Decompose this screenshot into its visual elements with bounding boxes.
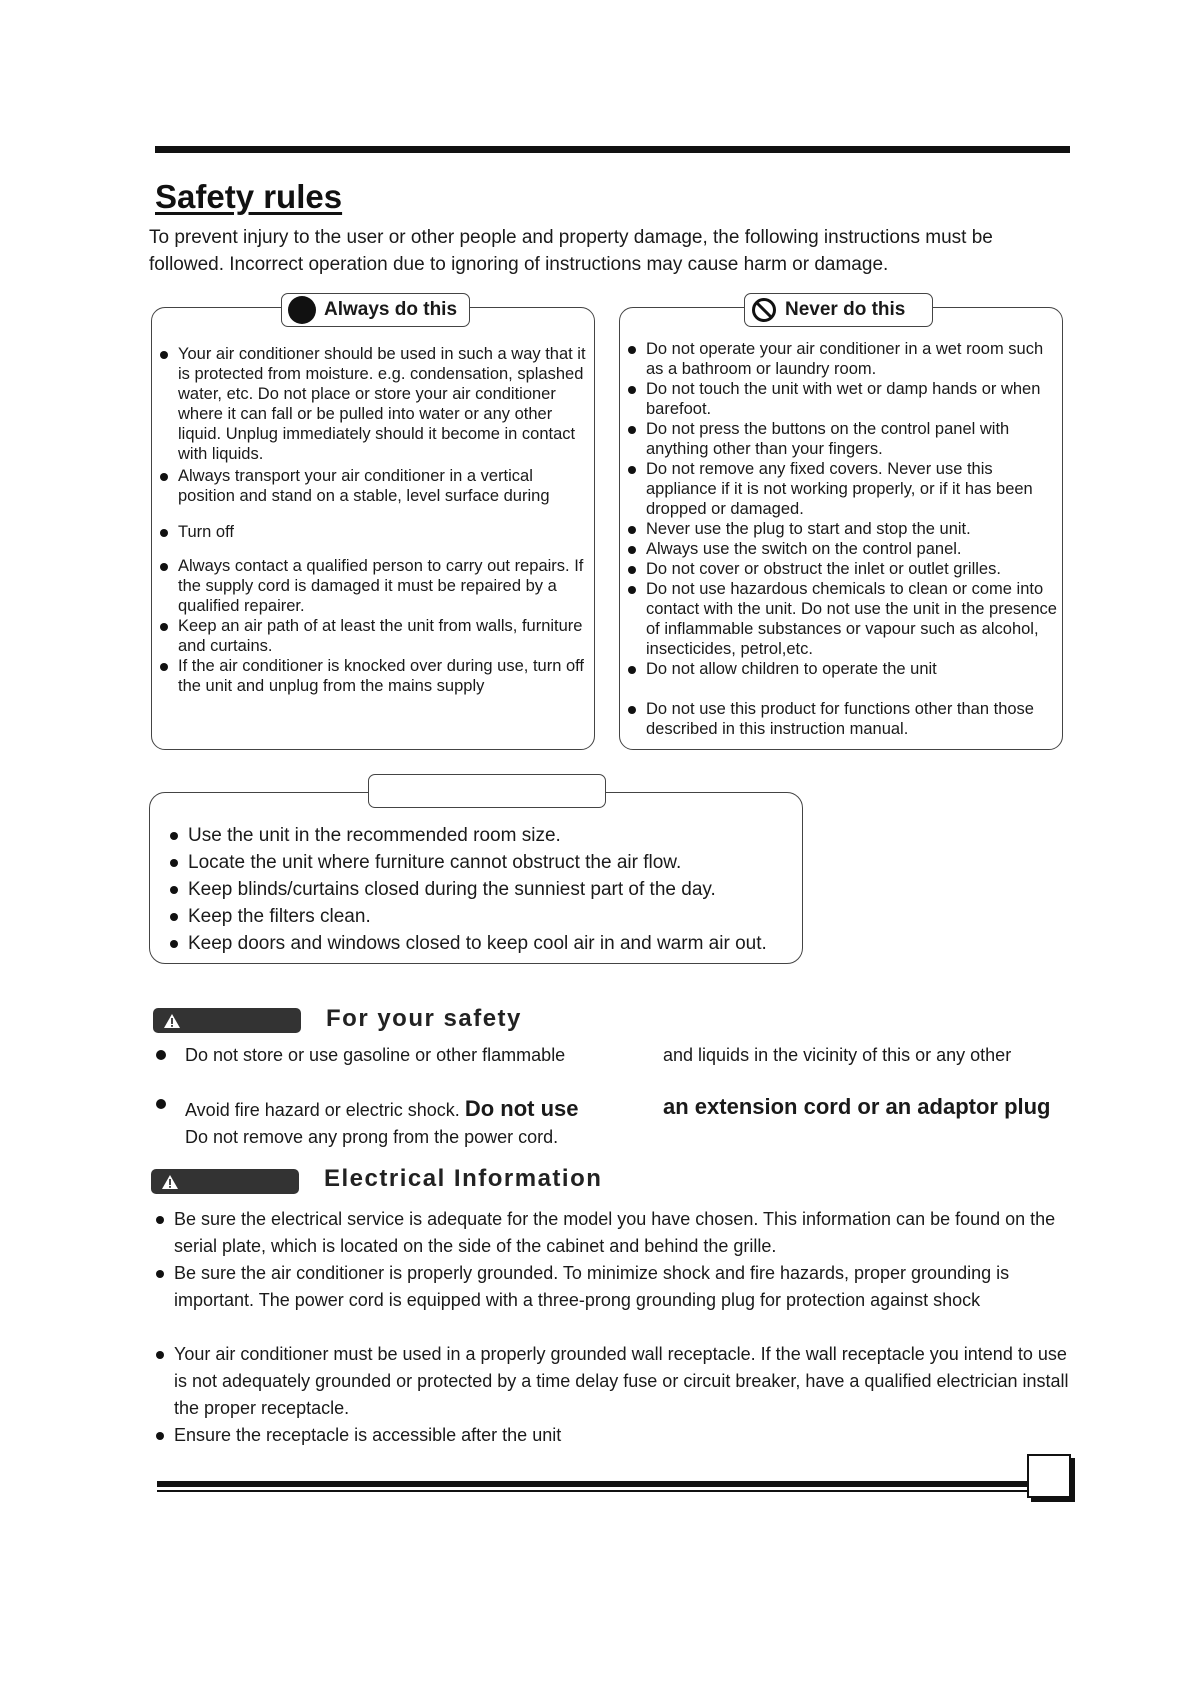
intro-line-1: To prevent injury to the user or other people and property damage, the following instructions must be: [149, 227, 993, 248]
always-list: [158, 344, 593, 696]
tip-item: Use the unit in the recommended room size.: [168, 822, 798, 849]
bullet-icon: [156, 1050, 166, 1060]
tip-item: Keep doors and windows closed to keep cool air in and warm air out.: [168, 930, 798, 957]
filled-circle-icon: [288, 296, 316, 324]
always-item: Turn off: [158, 522, 593, 542]
tip-item: Keep the filters clean.: [168, 903, 798, 930]
page-title: Safety rules: [155, 178, 343, 215]
always-item: If the air conditioner is knocked over during use, turn off the unit and unplug from the mains supply: [158, 656, 593, 696]
never-item: Do not press the buttons on the control panel with anything other than your fingers.: [626, 419, 1061, 459]
bullet-icon: [156, 1099, 166, 1109]
safety-item-2-left: Avoid fire hazard or electric shock.: [185, 1100, 460, 1120]
never-item: Do not operate your air conditioner in a wet room such as a bathroom or laundry room.: [626, 339, 1061, 379]
tip-item: Locate the unit where furniture cannot obstruct the air flow.: [168, 849, 798, 876]
never-item: Do not touch the unit with wet or damp hands or when barefoot.: [626, 379, 1061, 419]
never-item: Do not allow children to operate the unit: [626, 659, 1061, 679]
never-item: Do not use hazardous chemicals to clean or come into contact with the unit. Do not use the unit in the presence of inflammable substances or vapour such as alcohol, insecticides, petrol,etc.: [626, 579, 1061, 659]
tip-item: Keep blinds/curtains closed during the sunniest part of the day.: [168, 876, 798, 903]
tips-list: [168, 822, 798, 957]
electrical-list: [154, 1206, 1084, 1449]
bottom-rule: [157, 1481, 1032, 1487]
intro-text: [149, 224, 1079, 278]
never-item: Do not use this product for functions other than those described in this instruction manual.: [626, 699, 1061, 739]
always-item: Always transport your air conditioner in a vertical position and stand on a stable, level surface during: [158, 466, 593, 506]
warning-bar: [151, 1169, 299, 1194]
electrical-item: Be sure the air conditioner is properly grounded. To minimize shock and fire hazards, proper grounding is important. The power cord is equipped with a three-prong grounding plug for protection against shock: [154, 1260, 1084, 1314]
safety-item-1-right: and liquids in the vicinity of this or any other: [663, 1045, 1012, 1065]
safety-item-1-left: Do not store or use gasoline or other flammable: [185, 1045, 566, 1065]
safety-heading: For your safety: [326, 1005, 522, 1032]
always-item: Always contact a qualified person to carry out repairs. If the supply cord is damaged it must be repaired by a qualified repairer.: [158, 556, 593, 616]
safety-item-2-right: an extension cord or an adaptor plug: [663, 1094, 1051, 1119]
never-list: [626, 339, 1061, 739]
always-label-tab: [281, 293, 470, 327]
electrical-item: Ensure the receptacle is accessible after the unit: [154, 1422, 1084, 1449]
never-item: Always use the switch on the control panel.: [626, 539, 1061, 559]
warning-triangle-icon: [161, 1174, 179, 1190]
safety-item-2-line2: Do not remove any prong from the power cord.: [185, 1127, 559, 1147]
never-label: Never do this: [785, 299, 906, 320]
safety-item-2-row: [185, 1096, 578, 1123]
warning-triangle-icon: [163, 1013, 181, 1029]
top-rule: [155, 146, 1070, 153]
never-label-tab: [744, 293, 933, 327]
safety-item-2-bold: Do not use: [464, 1096, 579, 1121]
intro-line-2: followed. Incorrect operation due to ignoring of instructions may cause harm or damage.: [149, 254, 889, 275]
prohibited-icon: [751, 297, 777, 323]
bottom-rule-thin: [157, 1490, 1032, 1492]
warning-bar: [153, 1008, 301, 1033]
tips-label-tab: [368, 774, 606, 808]
never-item: Do not cover or obstruct the inlet or outlet grilles.: [626, 559, 1061, 579]
electrical-item: Be sure the electrical service is adequate for the model you have chosen. This information can be found on the serial plate, which is located on the side of the cabinet and behind the grille.: [154, 1206, 1084, 1260]
never-item: Do not remove any fixed covers. Never use this appliance if it is not working properly, or if it has been dropped or damaged.: [626, 459, 1061, 519]
always-item: Your air conditioner should be used in such a way that it is protected from moisture. e.g. condensation, splashed water, etc. Do not place or store your air conditioner where it can fall or be pulled into water or any other liquid. Unplug immediately should it become in contact with liquids.: [158, 344, 593, 464]
always-label: Always do this: [324, 299, 458, 320]
page-number-box: [1027, 1454, 1071, 1498]
electrical-heading: Electrical Information: [324, 1165, 603, 1192]
never-item: Never use the plug to start and stop the unit.: [626, 519, 1061, 539]
always-item: Keep an air path of at least the unit from walls, furniture and curtains.: [158, 616, 593, 656]
electrical-item: Your air conditioner must be used in a properly grounded wall receptacle. If the wall receptacle you intend to use is not adequately grounded or protected by a time delay fuse or circuit breaker, have a qualified electrician install the proper receptacle.: [154, 1341, 1084, 1422]
